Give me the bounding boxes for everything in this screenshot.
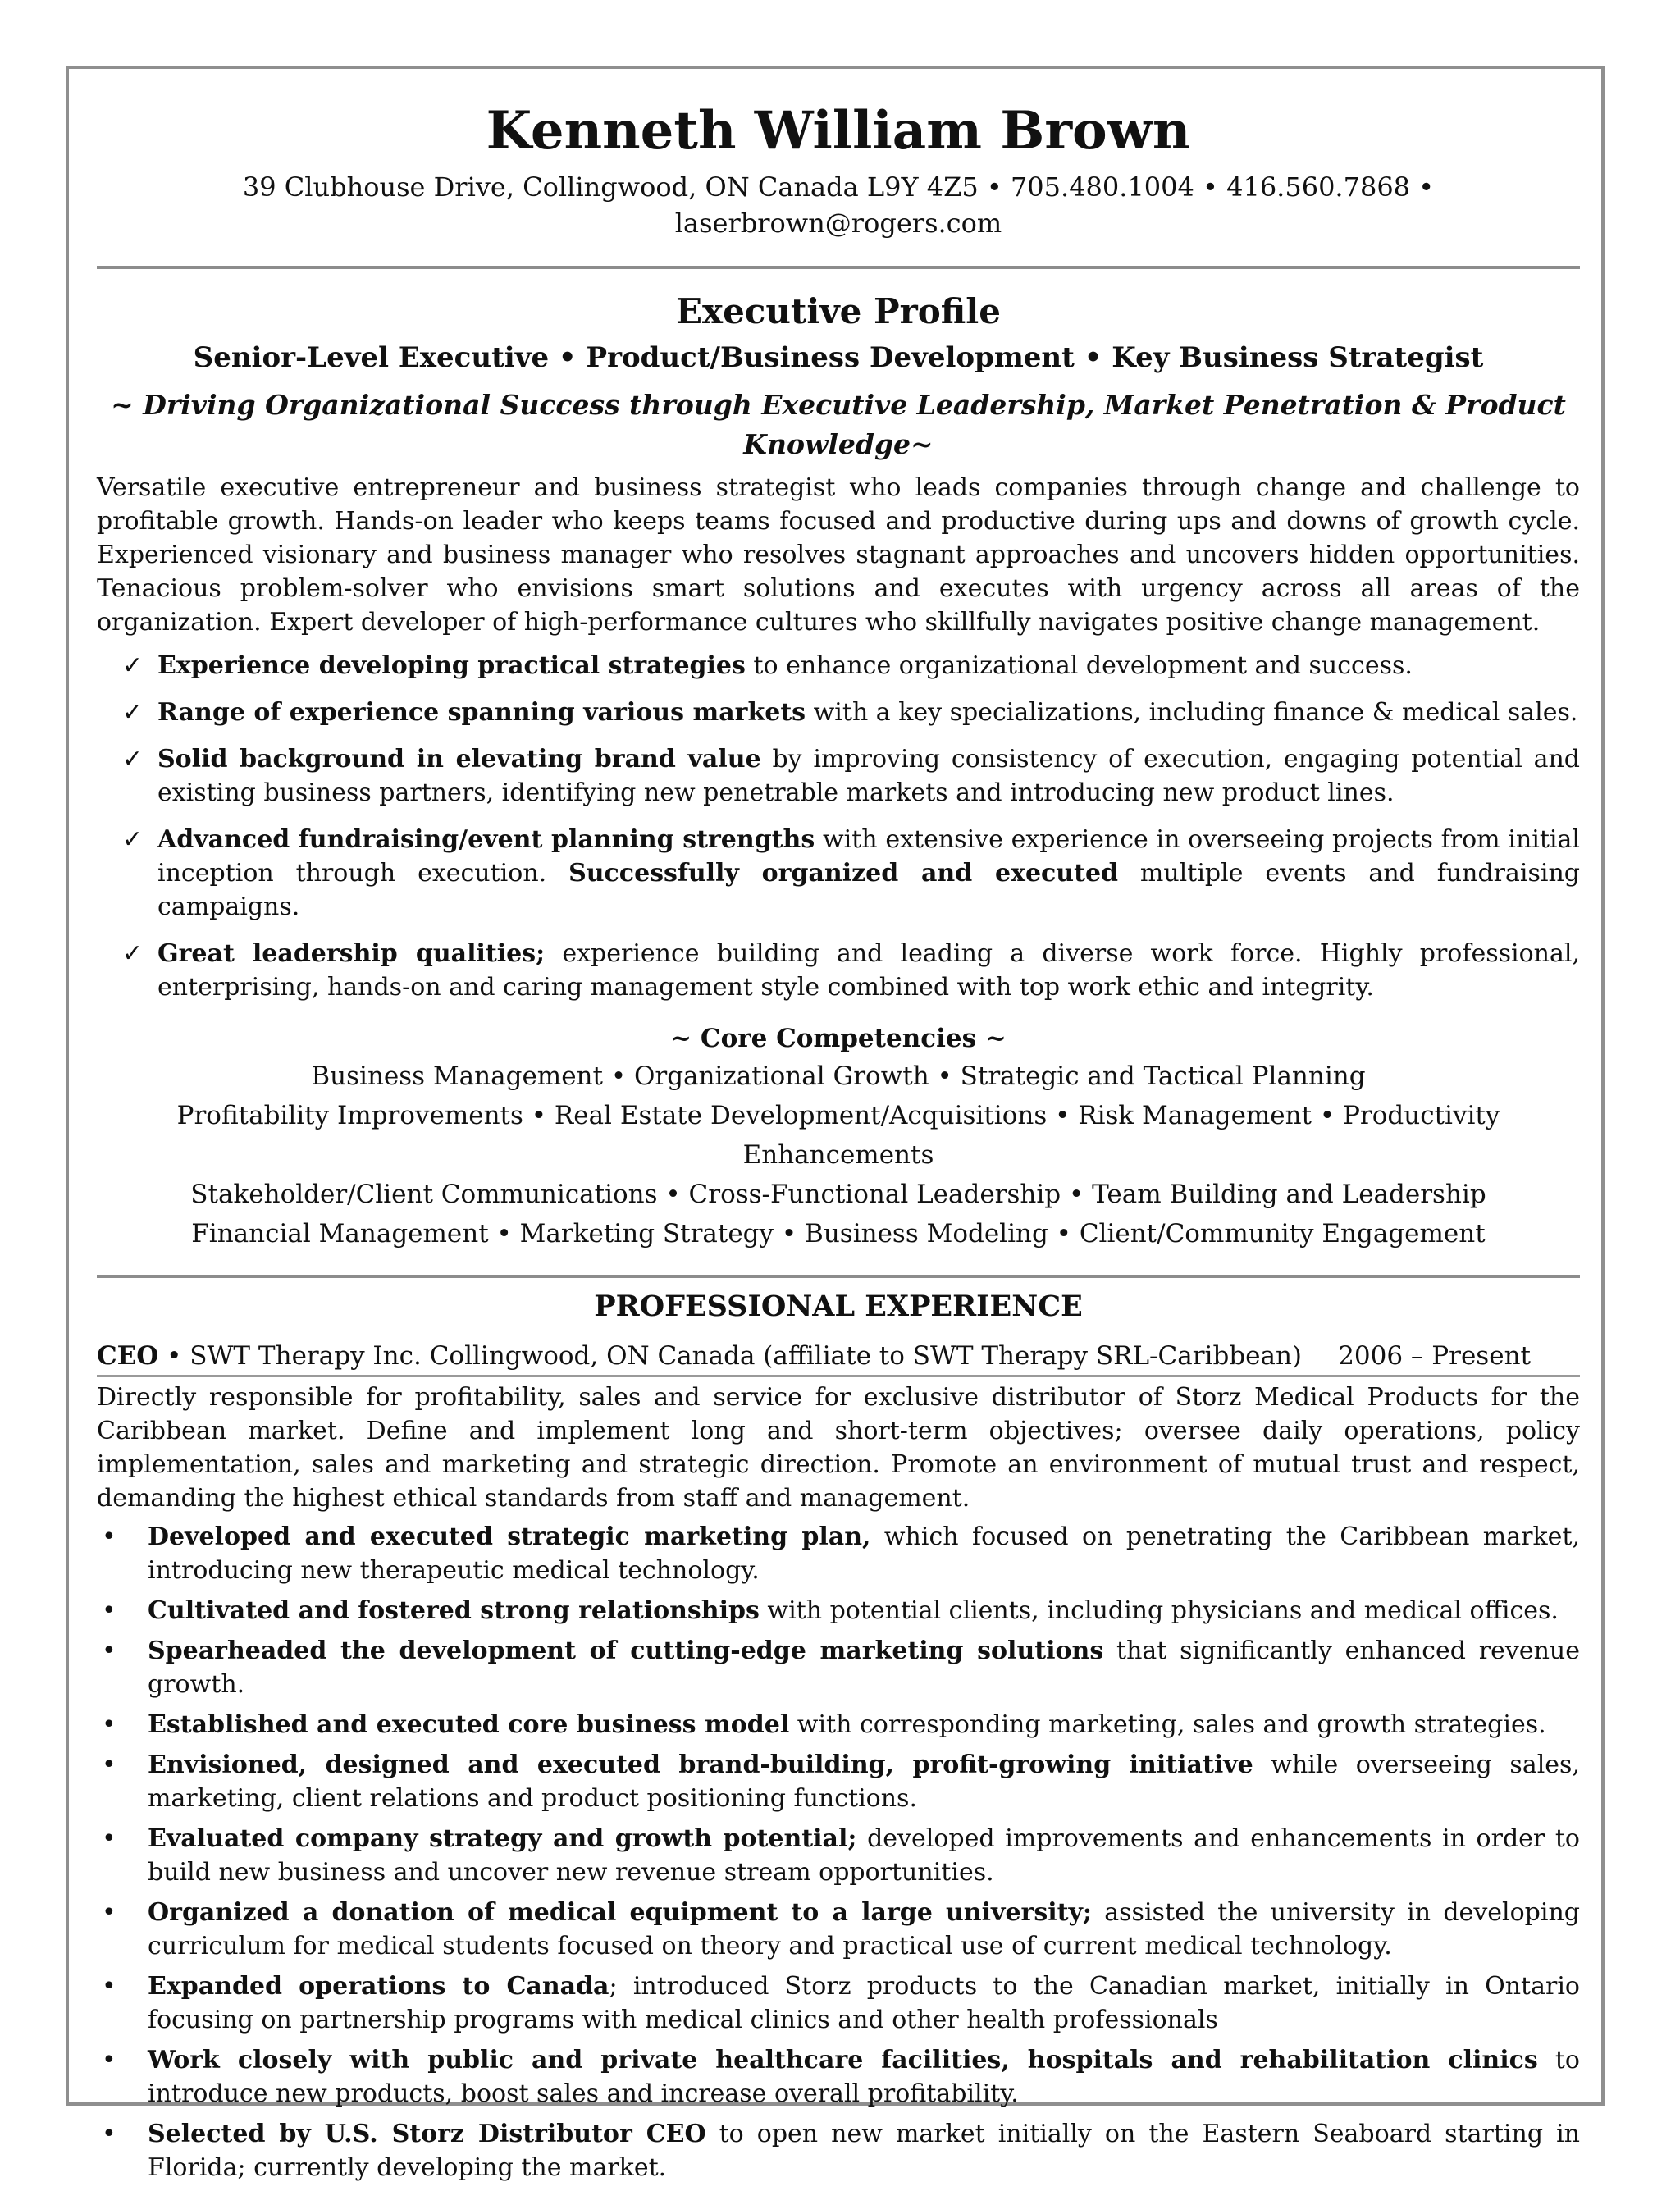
highlight-bold: Great leadership qualities;: [158, 939, 546, 968]
header-divider: [97, 266, 1580, 269]
list-item: [97, 649, 1580, 682]
list-item: [97, 696, 1580, 729]
experience-divider: [97, 1275, 1580, 1278]
achievement-text: [148, 1708, 1580, 1741]
job-role: CEO: [97, 1341, 159, 1371]
highlight-bold-2: Successfully organized and executed: [568, 859, 1119, 888]
bullet-icon: •: [102, 1751, 116, 1779]
profile-tagline: ~ Driving Organizational Success through Executive Leadership, Market Penetration & Product Knowledge~: [111, 389, 1566, 460]
achievement-bold: Work closely with public and private healthcare facilities, hospitals and rehabilitation clinics: [148, 2046, 1538, 2075]
achievement-text: [148, 1970, 1580, 2037]
highlight-body: with a key specializations, including finance & medical sales.: [806, 698, 1578, 727]
achievement-text: [148, 1634, 1580, 1701]
achievement-text: [148, 1594, 1580, 1627]
checkmark-icon: ✓: [121, 698, 143, 727]
achievement-text: [148, 1748, 1580, 1815]
competencies-line: Financial Management • Marketing Strategy • Business Modeling • Client/Community Engagement: [191, 1219, 1486, 1248]
highlight-body: experience building and leading a diverse work force. Highly professional, enterprising, hands-on and caring management style combined with top work ethic and integrity.: [158, 939, 1580, 1002]
profile-subtitle: Senior-Level Executive • Product/Business Development • Key Business Strategist: [193, 341, 1484, 374]
highlight-text: [158, 742, 1580, 810]
job-header: [97, 1339, 1580, 1377]
bullet-icon: •: [102, 1824, 116, 1853]
highlight-text: [158, 823, 1580, 924]
achievement-body: which focused on penetrating the Caribbean market, introducing new therapeutic medical technology.: [148, 1522, 1580, 1585]
achievement-body: ; introduced Storz products to the Canadian market, initially in Ontario focusing on partnership programs with medical clinics and other health professionals: [148, 1972, 1580, 2034]
bullet-icon: •: [102, 1522, 116, 1551]
achievement-body: with corresponding marketing, sales and growth strategies.: [789, 1710, 1546, 1739]
list-item: [97, 823, 1580, 924]
job-role-company: [97, 1339, 1302, 1373]
list-item: [97, 742, 1580, 810]
achievement-bold: Expanded operations to Canada: [148, 1972, 609, 2001]
achievement-text: [148, 2117, 1580, 2184]
list-item: [97, 2117, 1580, 2184]
achievement-bold: Envisioned, designed and executed brand-building, profit-growing initiative: [148, 1751, 1253, 1779]
checkmark-icon: ✓: [121, 651, 143, 680]
highlight-body: with extensive experience in overseeing projects from initial inception through execution.: [158, 825, 1581, 888]
list-item: [97, 2043, 1580, 2111]
highlights-list: [97, 649, 1580, 1004]
bullet-icon: •: [102, 1636, 116, 1665]
profile-title: Executive Profile: [676, 291, 1001, 331]
highlight-bold: Solid background in elevating brand value: [158, 745, 761, 774]
achievement-text: [148, 2043, 1580, 2111]
checkmark-icon: ✓: [121, 939, 143, 968]
profile-summary: Versatile executive entrepreneur and business strategist who leads companies through change and challenge to profitable growth. Hands-on leader who keeps teams focused and productive during ups and downs of growth cycle. Experienced visionary and business manager who resolves stagnant approaches and uncovers hidden opportunities. Tenacious problem-solver who envisions smart solutions and executes with urgency across all areas of the organization. Expert developer of high-performance cultures who skillfully navigates positive change management.: [97, 473, 1580, 637]
competencies-title: ~ Core Competencies ~: [670, 1024, 1007, 1053]
checkmark-icon: ✓: [121, 825, 143, 854]
competencies-line: Business Management • Organizational Growth • Strategic and Tactical Planning: [311, 1061, 1366, 1091]
achievement-body: assisted the university in developing curriculum for medical students focused on theory and practical use of current medical technology.: [148, 1898, 1580, 1960]
highlight-body: by improving consistency of execution, engaging potential and existing business partners, identifying new penetrable markets and introducing new product lines.: [158, 745, 1580, 807]
highlight-bold: Advanced fundraising/event planning strengths: [158, 825, 815, 854]
job-dates: 2006 – Present: [1338, 1341, 1531, 1371]
achievements-list: [97, 1520, 1580, 2184]
list-item: [97, 1594, 1580, 1627]
bullet-icon: •: [102, 1898, 116, 1927]
list-item: [97, 1822, 1580, 1889]
resume-content: [97, 97, 1580, 2191]
candidate-name: Kenneth William Brown: [486, 100, 1191, 162]
job-company: • SWT Therapy Inc. Collingwood, ON Canada (affiliate to SWT Therapy SRL-Caribbean): [158, 1341, 1303, 1371]
bullet-icon: •: [102, 2120, 116, 2148]
highlight-bold: Range of experience spanning various markets: [158, 698, 806, 727]
achievement-bold: Developed and executed strategic marketing plan,: [148, 1522, 871, 1551]
highlight-text: [158, 937, 1580, 1004]
list-item: [97, 1634, 1580, 1701]
achievement-bold: Spearheaded the development of cutting-edge marketing solutions: [148, 1636, 1104, 1665]
job-description: Directly responsible for profitability, sales and service for exclusive distributor of Storz Medical Products for the Caribbean market. Define and implement long and short-term objectives; oversee daily operations, policy implementation, sales and marketing and strategic direction. Promote an environment of mutual trust and respect, demanding the highest ethical standards from staff and management.: [97, 1383, 1580, 1513]
achievement-body: developed improvements and enhancements in order to build new business and uncover new revenue stream opportunities.: [148, 1824, 1580, 1887]
highlight-bold: Experience developing practical strategies: [158, 651, 746, 680]
achievement-bold: Selected by U.S. Storz Distributor CEO: [148, 2120, 706, 2148]
achievement-bold: Established and executed core business model: [148, 1710, 790, 1739]
competencies-line: Stakeholder/Client Communications • Cross-Functional Leadership • Team Building and Leadership: [190, 1180, 1486, 1209]
achievement-bold: Evaluated company strategy and growth potential;: [148, 1824, 857, 1853]
competencies-line: Profitability Improvements • Real Estate Development/Acquisitions • Risk Management • Productivity Enhancements: [176, 1101, 1500, 1170]
achievement-body: to introduce new products, boost sales and increase overall profitability.: [148, 2046, 1580, 2108]
list-item: [97, 1520, 1580, 1587]
achievement-text: [148, 1896, 1580, 1963]
highlight-text: [158, 696, 1580, 729]
bullet-icon: •: [102, 1710, 116, 1739]
achievement-text: [148, 1520, 1580, 1587]
list-item: [97, 1970, 1580, 2037]
list-item: [97, 1708, 1580, 1741]
checkmark-icon: ✓: [121, 745, 143, 774]
highlight-body: to enhance organizational development and success.: [745, 651, 1413, 680]
achievement-body: while overseeing sales, marketing, client relations and product positioning functions.: [148, 1751, 1580, 1813]
bullet-icon: •: [102, 1972, 116, 2001]
highlight-text: [158, 649, 1580, 682]
highlight-body-2: multiple events and fundraising campaigns.: [158, 859, 1580, 921]
achievement-body: with potential clients, including physicians and medical offices.: [759, 1596, 1559, 1625]
achievement-body: that significantly enhanced revenue growth.: [148, 1636, 1580, 1699]
achievement-text: [148, 1822, 1580, 1889]
list-item: [97, 1896, 1580, 1963]
list-item: [97, 1748, 1580, 1815]
contact-line: 39 Clubhouse Drive, Collingwood, ON Canada L9Y 4Z5 • 705.480.1004 • 416.560.7868 • laserbrown@rogers.com: [242, 171, 1435, 239]
achievement-bold: Organized a donation of medical equipment to a large university;: [148, 1898, 1092, 1927]
achievement-body: to open new market initially on the Eastern Seaboard starting in Florida; currently developing the market.: [148, 2120, 1580, 2182]
bullet-icon: •: [102, 2046, 116, 2075]
experience-title: PROFESSIONAL EXPERIENCE: [594, 1289, 1083, 1323]
list-item: [97, 937, 1580, 1004]
bullet-icon: •: [102, 1596, 116, 1625]
achievement-bold: Cultivated and fostered strong relationships: [148, 1596, 760, 1625]
